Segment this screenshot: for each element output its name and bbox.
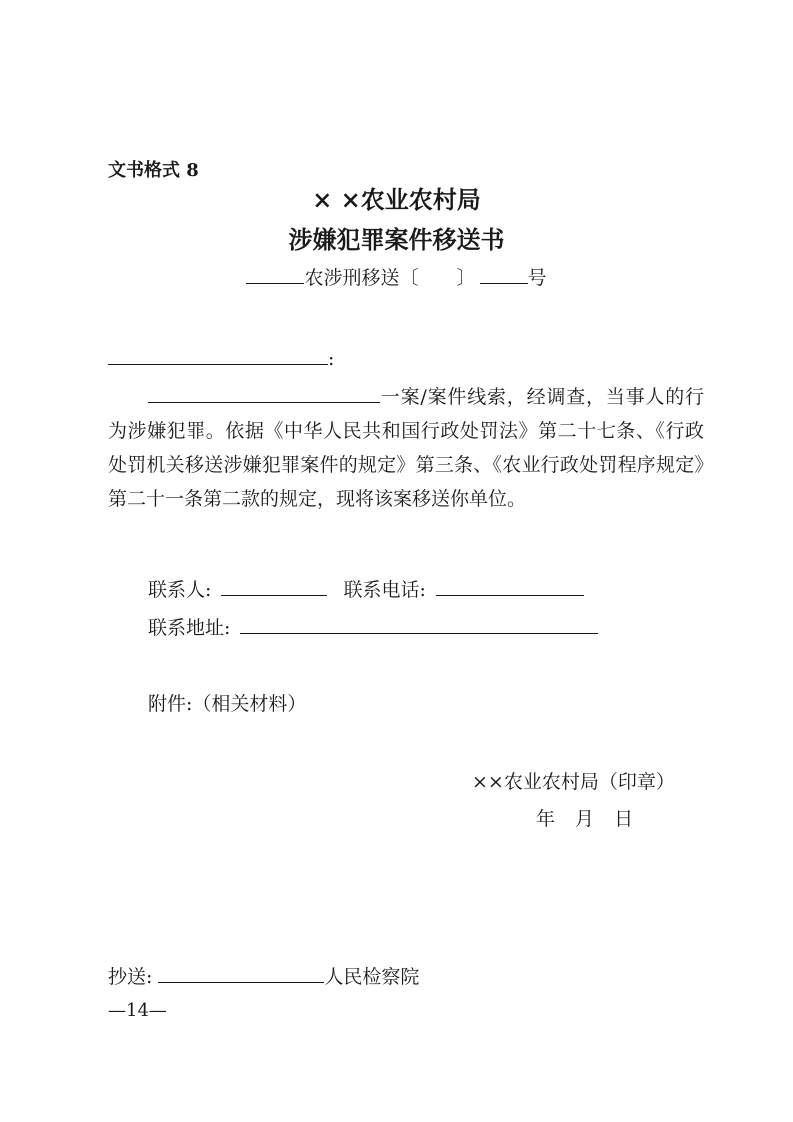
contact-line-address (148, 613, 598, 640)
number-suffix-text: 号 (527, 267, 547, 289)
contact-line-person-phone (148, 575, 584, 602)
body-text: 一案/案件线索，经调查，当事人的行为涉嫌犯罪。依据《中华人民共和国行政处罚法》第二十七条、《行政处罚机关移送涉嫌犯罪案件的规定》第三条、《农业行政处罚程序规定》第二十一条第二款的规定，现将该案移送你单位。 (108, 386, 704, 510)
page-number: —14— (108, 1000, 167, 1021)
cc-label: 抄送: (108, 966, 153, 988)
recipient-blank[interactable] (108, 363, 328, 365)
contact-address-label: 联系地址: (148, 617, 231, 639)
contact-phone-label: 联系电话: (343, 579, 426, 601)
contact-person-blank[interactable] (221, 594, 327, 596)
recipient-line (108, 348, 334, 370)
issuer-seal-line: ××农业农村局（印章） (472, 771, 675, 793)
year-prefix-blank[interactable] (246, 282, 304, 284)
contact-phone-blank[interactable] (436, 594, 584, 596)
cc-recipient-blank[interactable] (158, 981, 324, 983)
number-middle-text: 〕 (456, 267, 476, 289)
case-name-blank[interactable] (148, 401, 380, 403)
attachment-line: 附件:（相关材料） (148, 693, 307, 715)
document-number-line (0, 263, 793, 290)
serial-number-blank[interactable] (480, 282, 528, 284)
body-paragraph (108, 380, 704, 516)
number-prefix-text: 农涉刑移送〔 (304, 267, 419, 289)
recipient-colon: : (328, 348, 335, 370)
contact-person-label: 联系人: (148, 579, 212, 601)
date-line: 年 月 日 (536, 808, 634, 830)
contact-address-blank[interactable] (240, 632, 598, 634)
cc-suffix: 人民检察院 (324, 966, 420, 988)
document-format-label: 文书格式 8 (108, 160, 199, 181)
document-title: 涉嫌犯罪案件移送书 (288, 225, 505, 254)
issuing-authority-title: × ×农业农村局 (312, 185, 481, 214)
cc-line (108, 962, 419, 989)
